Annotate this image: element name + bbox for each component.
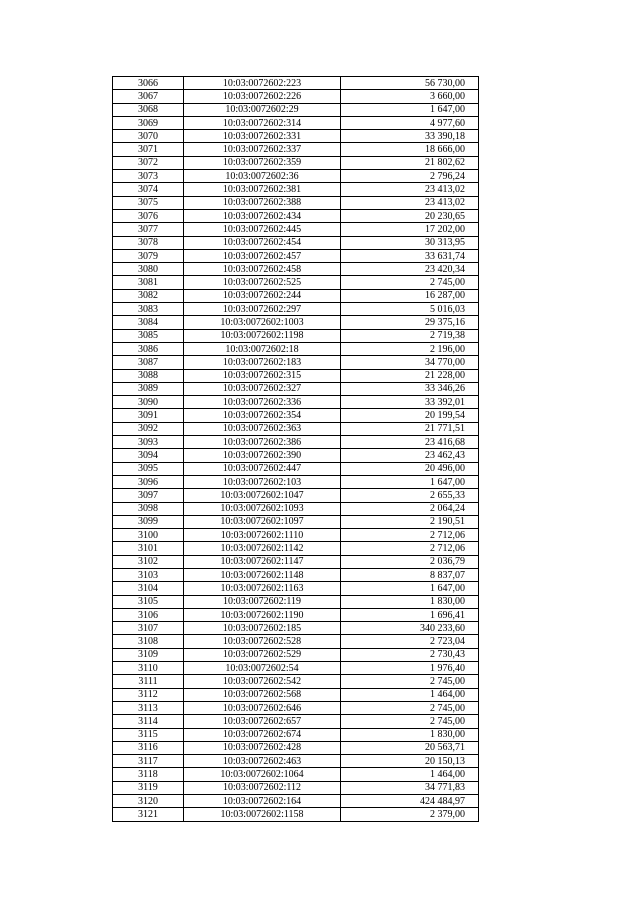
table-row	[113, 316, 479, 329]
cadastral-number-cell: 10:03:0072602:1163	[184, 582, 341, 595]
amount-cell: 17 202,00	[341, 223, 479, 236]
cadastral-number-cell: 10:03:0072602:1198	[184, 329, 341, 342]
amount-cell: 1 976,40	[341, 662, 479, 675]
cadastral-number-cell: 10:03:0072602:568	[184, 688, 341, 701]
table-row	[113, 276, 479, 289]
cadastral-number-cell: 10:03:0072602:386	[184, 436, 341, 449]
table-row	[113, 622, 479, 635]
cadastral-number-cell: 10:03:0072602:1003	[184, 316, 341, 329]
amount-cell: 5 016,03	[341, 303, 479, 316]
amount-cell: 56 730,00	[341, 77, 479, 90]
row-number-cell: 3074	[113, 183, 184, 196]
table-row	[113, 542, 479, 555]
cadastral-number-cell: 10:03:0072602:164	[184, 795, 341, 808]
row-number-cell: 3067	[113, 90, 184, 103]
table-row	[113, 795, 479, 808]
amount-cell: 2 745,00	[341, 701, 479, 714]
cadastral-number-cell: 10:03:0072602:336	[184, 396, 341, 409]
amount-cell: 2 745,00	[341, 675, 479, 688]
amount-cell: 33 390,18	[341, 130, 479, 143]
row-number-cell: 3077	[113, 223, 184, 236]
row-number-cell: 3091	[113, 409, 184, 422]
cadastral-number-cell: 10:03:0072602:646	[184, 701, 341, 714]
table-row	[113, 635, 479, 648]
row-number-cell: 3072	[113, 156, 184, 169]
cadastral-number-cell: 10:03:0072602:463	[184, 755, 341, 768]
table-row	[113, 608, 479, 621]
table-row	[113, 223, 479, 236]
row-number-cell: 3097	[113, 489, 184, 502]
cadastral-number-cell: 10:03:0072602:354	[184, 409, 341, 422]
row-number-cell: 3110	[113, 662, 184, 675]
row-number-cell: 3104	[113, 582, 184, 595]
table-row	[113, 103, 479, 116]
amount-cell: 2 712,06	[341, 529, 479, 542]
table-row	[113, 755, 479, 768]
table-row	[113, 555, 479, 568]
amount-cell: 1 647,00	[341, 475, 479, 488]
cadastral-number-cell: 10:03:0072602:337	[184, 143, 341, 156]
cadastral-number-cell: 10:03:0072602:185	[184, 622, 341, 635]
row-number-cell: 3069	[113, 116, 184, 129]
cadastral-number-cell: 10:03:0072602:528	[184, 635, 341, 648]
cadastral-number-cell: 10:03:0072602:315	[184, 369, 341, 382]
amount-cell: 34 771,83	[341, 781, 479, 794]
cadastral-number-cell: 10:03:0072602:447	[184, 462, 341, 475]
table-row	[113, 529, 479, 542]
row-number-cell: 3085	[113, 329, 184, 342]
table-row	[113, 289, 479, 302]
row-number-cell: 3117	[113, 755, 184, 768]
table-row	[113, 675, 479, 688]
table-row	[113, 662, 479, 675]
cadastral-number-cell: 10:03:0072602:1158	[184, 808, 341, 821]
table-row	[113, 409, 479, 422]
cadastral-number-cell: 10:03:0072602:1148	[184, 568, 341, 581]
amount-cell: 20 563,71	[341, 741, 479, 754]
amount-cell: 2 719,38	[341, 329, 479, 342]
amount-cell: 2 796,24	[341, 170, 479, 183]
amount-cell: 33 392,01	[341, 396, 479, 409]
table-row	[113, 236, 479, 249]
table-row	[113, 396, 479, 409]
table-row	[113, 475, 479, 488]
amount-cell: 20 150,13	[341, 755, 479, 768]
amount-cell: 2 745,00	[341, 276, 479, 289]
row-number-cell: 3078	[113, 236, 184, 249]
amount-cell: 1 696,41	[341, 608, 479, 621]
amount-cell: 21 771,51	[341, 422, 479, 435]
table-row	[113, 449, 479, 462]
table-row	[113, 130, 479, 143]
cadastral-number-cell: 10:03:0072602:1142	[184, 542, 341, 555]
table-row	[113, 329, 479, 342]
table-row	[113, 303, 479, 316]
cadastral-number-cell: 10:03:0072602:542	[184, 675, 341, 688]
amount-cell: 3 660,00	[341, 90, 479, 103]
cadastral-number-cell: 10:03:0072602:103	[184, 475, 341, 488]
cadastral-number-cell: 10:03:0072602:445	[184, 223, 341, 236]
amount-cell: 1 830,00	[341, 728, 479, 741]
row-number-cell: 3070	[113, 130, 184, 143]
row-number-cell: 3100	[113, 529, 184, 542]
table-row	[113, 263, 479, 276]
amount-cell: 1 830,00	[341, 595, 479, 608]
cadastral-number-cell: 10:03:0072602:314	[184, 116, 341, 129]
row-number-cell: 3090	[113, 396, 184, 409]
table-row	[113, 595, 479, 608]
cadastral-number-cell: 10:03:0072602:359	[184, 156, 341, 169]
cadastral-number-cell: 10:03:0072602:29	[184, 103, 341, 116]
row-number-cell: 3113	[113, 701, 184, 714]
row-number-cell: 3116	[113, 741, 184, 754]
amount-cell: 20 199,54	[341, 409, 479, 422]
row-number-cell: 3101	[113, 542, 184, 555]
row-number-cell: 3092	[113, 422, 184, 435]
row-number-cell: 3079	[113, 249, 184, 262]
row-number-cell: 3102	[113, 555, 184, 568]
cadastral-number-cell: 10:03:0072602:388	[184, 196, 341, 209]
row-number-cell: 3115	[113, 728, 184, 741]
amount-cell: 21 802,62	[341, 156, 479, 169]
amount-cell: 34 770,00	[341, 356, 479, 369]
table-row	[113, 249, 479, 262]
amount-cell: 2 036,79	[341, 555, 479, 568]
table-row	[113, 582, 479, 595]
cadastral-number-cell: 10:03:0072602:657	[184, 715, 341, 728]
cadastral-number-cell: 10:03:0072602:1093	[184, 502, 341, 515]
cadastral-number-cell: 10:03:0072602:54	[184, 662, 341, 675]
table-row	[113, 90, 479, 103]
table-row	[113, 728, 479, 741]
row-number-cell: 3094	[113, 449, 184, 462]
row-number-cell: 3112	[113, 688, 184, 701]
cadastral-number-cell: 10:03:0072602:434	[184, 209, 341, 222]
row-number-cell: 3088	[113, 369, 184, 382]
table-row	[113, 436, 479, 449]
row-number-cell: 3121	[113, 808, 184, 821]
cadastral-number-cell: 10:03:0072602:1097	[184, 515, 341, 528]
amount-cell: 2 730,43	[341, 648, 479, 661]
table-row	[113, 183, 479, 196]
cadastral-number-cell: 10:03:0072602:297	[184, 303, 341, 316]
table-row	[113, 768, 479, 781]
cadastral-number-cell: 10:03:0072602:18	[184, 342, 341, 355]
row-number-cell: 3109	[113, 648, 184, 661]
row-number-cell: 3099	[113, 515, 184, 528]
amount-cell: 2 196,00	[341, 342, 479, 355]
table-row	[113, 156, 479, 169]
row-number-cell: 3093	[113, 436, 184, 449]
table-row	[113, 116, 479, 129]
cadastral-number-cell: 10:03:0072602:1047	[184, 489, 341, 502]
cadastral-number-cell: 10:03:0072602:381	[184, 183, 341, 196]
row-number-cell: 3119	[113, 781, 184, 794]
amount-cell: 2 190,51	[341, 515, 479, 528]
amount-cell: 2 723,04	[341, 635, 479, 648]
cadastral-number-cell: 10:03:0072602:112	[184, 781, 341, 794]
table-row	[113, 196, 479, 209]
table-row	[113, 515, 479, 528]
amount-cell: 8 837,07	[341, 568, 479, 581]
amount-cell: 1 647,00	[341, 582, 479, 595]
row-number-cell: 3071	[113, 143, 184, 156]
cadastral-number-cell: 10:03:0072602:454	[184, 236, 341, 249]
cadastral-number-cell: 10:03:0072602:119	[184, 595, 341, 608]
registry-table	[112, 76, 479, 822]
row-number-cell: 3103	[113, 568, 184, 581]
cadastral-number-cell: 10:03:0072602:428	[184, 741, 341, 754]
table-row	[113, 209, 479, 222]
row-number-cell: 3087	[113, 356, 184, 369]
table-row	[113, 781, 479, 794]
cadastral-number-cell: 10:03:0072602:1110	[184, 529, 341, 542]
row-number-cell: 3107	[113, 622, 184, 635]
table-row	[113, 688, 479, 701]
cadastral-number-cell: 10:03:0072602:529	[184, 648, 341, 661]
cadastral-number-cell: 10:03:0072602:457	[184, 249, 341, 262]
row-number-cell: 3082	[113, 289, 184, 302]
row-number-cell: 3096	[113, 475, 184, 488]
row-number-cell: 3106	[113, 608, 184, 621]
table-row	[113, 648, 479, 661]
row-number-cell: 3086	[113, 342, 184, 355]
row-number-cell: 3081	[113, 276, 184, 289]
table-row	[113, 77, 479, 90]
table-row	[113, 356, 479, 369]
amount-cell: 23 413,02	[341, 183, 479, 196]
amount-cell: 23 413,02	[341, 196, 479, 209]
row-number-cell: 3095	[113, 462, 184, 475]
row-number-cell: 3066	[113, 77, 184, 90]
amount-cell: 20 496,00	[341, 462, 479, 475]
row-number-cell: 3098	[113, 502, 184, 515]
table-row	[113, 422, 479, 435]
amount-cell: 424 484,97	[341, 795, 479, 808]
row-number-cell: 3105	[113, 595, 184, 608]
cadastral-number-cell: 10:03:0072602:36	[184, 170, 341, 183]
amount-cell: 1 464,00	[341, 768, 479, 781]
table-row	[113, 568, 479, 581]
cadastral-number-cell: 10:03:0072602:244	[184, 289, 341, 302]
table-row	[113, 489, 479, 502]
amount-cell: 23 416,68	[341, 436, 479, 449]
amount-cell: 33 346,26	[341, 382, 479, 395]
cadastral-number-cell: 10:03:0072602:223	[184, 77, 341, 90]
amount-cell: 30 313,95	[341, 236, 479, 249]
cadastral-number-cell: 10:03:0072602:674	[184, 728, 341, 741]
amount-cell: 2 064,24	[341, 502, 479, 515]
amount-cell: 16 287,00	[341, 289, 479, 302]
cadastral-number-cell: 10:03:0072602:226	[184, 90, 341, 103]
row-number-cell: 3114	[113, 715, 184, 728]
cadastral-number-cell: 10:03:0072602:331	[184, 130, 341, 143]
cadastral-number-cell: 10:03:0072602:1190	[184, 608, 341, 621]
cadastral-number-cell: 10:03:0072602:525	[184, 276, 341, 289]
table-row	[113, 369, 479, 382]
row-number-cell: 3108	[113, 635, 184, 648]
amount-cell: 2 379,00	[341, 808, 479, 821]
table-row	[113, 382, 479, 395]
row-number-cell: 3080	[113, 263, 184, 276]
amount-cell: 29 375,16	[341, 316, 479, 329]
cadastral-number-cell: 10:03:0072602:1147	[184, 555, 341, 568]
table-row	[113, 808, 479, 821]
table-row	[113, 701, 479, 714]
row-number-cell: 3075	[113, 196, 184, 209]
amount-cell: 340 233,60	[341, 622, 479, 635]
amount-cell: 1 464,00	[341, 688, 479, 701]
amount-cell: 4 977,60	[341, 116, 479, 129]
row-number-cell: 3120	[113, 795, 184, 808]
amount-cell: 33 631,74	[341, 249, 479, 262]
amount-cell: 20 230,65	[341, 209, 479, 222]
row-number-cell: 3084	[113, 316, 184, 329]
row-number-cell: 3073	[113, 170, 184, 183]
amount-cell: 18 666,00	[341, 143, 479, 156]
row-number-cell: 3076	[113, 209, 184, 222]
row-number-cell: 3111	[113, 675, 184, 688]
cadastral-number-cell: 10:03:0072602:183	[184, 356, 341, 369]
cadastral-number-cell: 10:03:0072602:458	[184, 263, 341, 276]
table-row	[113, 462, 479, 475]
row-number-cell: 3083	[113, 303, 184, 316]
table-row	[113, 170, 479, 183]
cadastral-number-cell: 10:03:0072602:363	[184, 422, 341, 435]
cadastral-number-cell: 10:03:0072602:1064	[184, 768, 341, 781]
table-row	[113, 502, 479, 515]
table-row	[113, 715, 479, 728]
amount-cell: 2 745,00	[341, 715, 479, 728]
row-number-cell: 3068	[113, 103, 184, 116]
amount-cell: 23 420,34	[341, 263, 479, 276]
amount-cell: 23 462,43	[341, 449, 479, 462]
cadastral-number-cell: 10:03:0072602:327	[184, 382, 341, 395]
amount-cell: 2 712,06	[341, 542, 479, 555]
row-number-cell: 3118	[113, 768, 184, 781]
amount-cell: 2 655,33	[341, 489, 479, 502]
table-row	[113, 741, 479, 754]
table-row	[113, 143, 479, 156]
cadastral-number-cell: 10:03:0072602:390	[184, 449, 341, 462]
amount-cell: 21 228,00	[341, 369, 479, 382]
amount-cell: 1 647,00	[341, 103, 479, 116]
row-number-cell: 3089	[113, 382, 184, 395]
table-row	[113, 342, 479, 355]
registry-table-body	[113, 77, 479, 822]
